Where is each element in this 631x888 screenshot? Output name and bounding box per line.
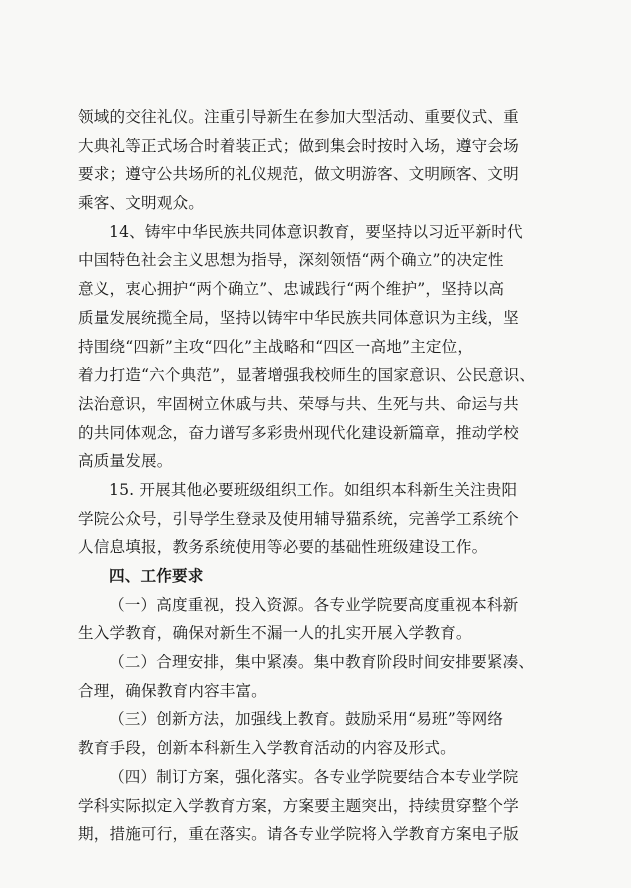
text-line: （三）创新方法，加强线上教育。鼓励采用“易班”等网络 [109, 710, 504, 729]
text-line: 着力打造“六个典范”，显著增强我校师生的国家意识、公民意识、 [78, 366, 536, 385]
section-heading: 四、工作要求 [109, 567, 204, 585]
text-line: 大典礼等正式场合时着装正式；做到集会时按时入场，遵守会场 [78, 136, 519, 155]
text-line: 意义，衷心拥护“两个确立”、忠诚践行“两个维护”，坚持以高 [78, 280, 505, 299]
text-line: 生入学教育，确保对新生不漏一人的扎实开展入学教育。 [78, 624, 472, 643]
text-line: 质量发展统揽全局，坚持以铸牢中华民族共同体意识为主线，坚 [78, 308, 519, 327]
text-line: 学院公众号，引导学生登录及使用辅导猫系统，完善学工系统个 [78, 509, 519, 528]
text-line: 持围绕“四新”主攻“四化”主战略和“四区一高地”主定位， [78, 337, 474, 356]
text-line: 教育手段，创新本科新生入学教育活动的内容及形式。 [78, 739, 456, 758]
text-line: 的共同体观念，奋力谱写多彩贵州现代化建设新篇章，推动学校 [78, 423, 519, 442]
text-line: 人信息填报，教务系统使用等必要的基础性班级建设工作。 [78, 538, 488, 557]
text-line: 要求；遵守公共场所的礼仪规范，做文明游客、文明顾客、文明 [78, 165, 519, 184]
text-line: 期，措施可行，重在落实。请各专业学院将入学教育方案电子版 [78, 825, 519, 844]
text-line: 15. 开展其他必要班级组织工作。如组织本科新生关注贵阳 [109, 480, 518, 499]
text-line: 14、铸牢中华民族共同体意识教育，要坚持以习近平新时代 [109, 222, 523, 241]
text-line: 学科实际拟定入学教育方案，方案要主题突出，持续贯穿整个学 [78, 796, 519, 815]
text-line: （一）高度重视，投入资源。各专业学院要高度重视本科新 [109, 595, 519, 614]
text-line: 领域的交往礼仪。注重引导新生在参加大型活动、重要仪式、重 [78, 108, 519, 126]
document-body [78, 103, 573, 849]
text-line: （四）制订方案，强化落实。各专业学院要结合本专业学院 [109, 767, 519, 786]
text-line: 合理，确保教育内容丰富。 [78, 681, 267, 700]
text-line: 乘客、文明观众。 [78, 194, 204, 213]
text-line: （二）合理安排，集中紧凑。集中教育阶段时间安排要紧凑、 [109, 653, 535, 672]
text-line: 法治意识，牢固树立休戚与共、荣辱与共、生死与共、命运与共 [78, 394, 519, 413]
text-line: 中国特色社会主义思想为指导，深刻领悟“两个确立”的决定性 [78, 251, 504, 270]
text-line: 高质量发展。 [78, 452, 173, 471]
